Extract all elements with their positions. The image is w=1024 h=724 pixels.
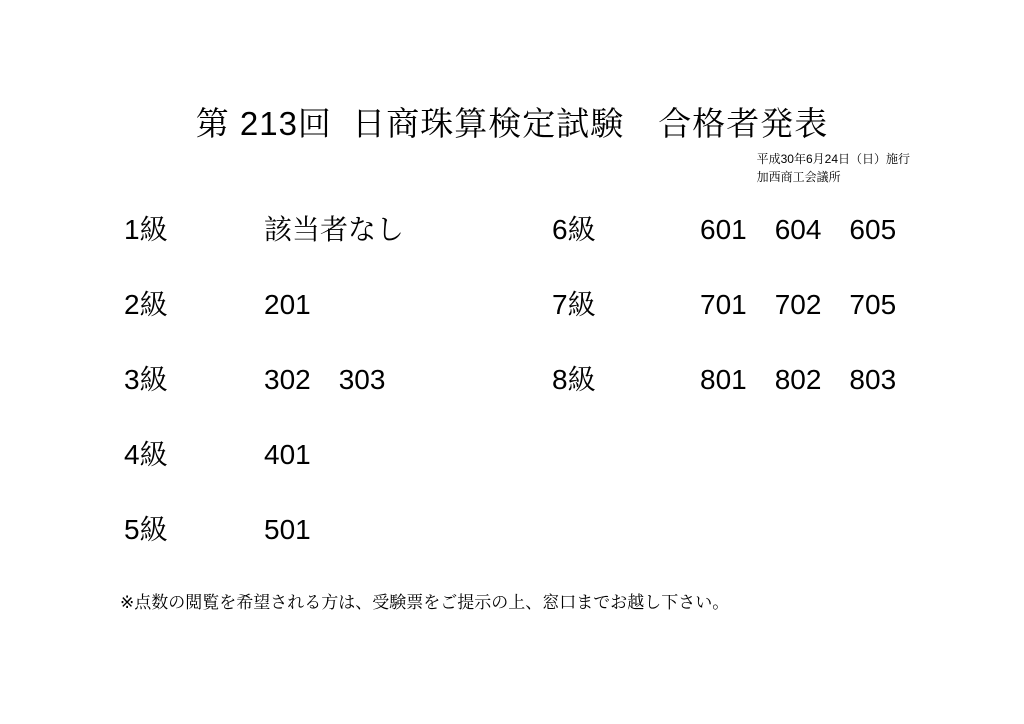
grade-label: 5級: [124, 514, 168, 545]
pass-numbers: 501: [264, 514, 311, 545]
grade-label: 6級: [552, 214, 596, 245]
meta-date: 平成30年6月24日（日）施行: [756, 152, 910, 166]
grade-label: 7級: [552, 289, 596, 320]
grade-label: 1級: [124, 214, 168, 245]
results-row: [0, 291, 1024, 366]
pass-numbers: 201: [264, 289, 311, 320]
results-grid: [0, 216, 1024, 591]
results-row: [0, 366, 1024, 441]
document-meta: [757, 150, 910, 186]
pass-numbers: 701 702 705: [700, 289, 897, 320]
grade-label: 2級: [124, 289, 168, 320]
grade-label: 8級: [552, 364, 596, 395]
results-row: [0, 516, 1024, 591]
meta-organization: 加西商工会議所: [756, 170, 841, 184]
footer-note: ※点数の閲覧を希望される方は、受験票をご提示の上、窓口までお越し下さい。: [120, 593, 730, 612]
pass-numbers: 801 802 803: [700, 364, 897, 395]
pass-numbers: 302 303: [264, 364, 386, 395]
grade-label: 4級: [124, 439, 168, 470]
page-title: 第 213回 日商珠算検定試験 合格者発表: [195, 105, 829, 142]
pass-numbers: 601 604 605: [700, 214, 897, 245]
results-row: [0, 216, 1024, 291]
pass-numbers: 401: [264, 439, 311, 470]
results-row: [0, 441, 1024, 516]
pass-numbers: 該当者なし: [264, 214, 405, 245]
grade-label: 3級: [124, 364, 168, 395]
